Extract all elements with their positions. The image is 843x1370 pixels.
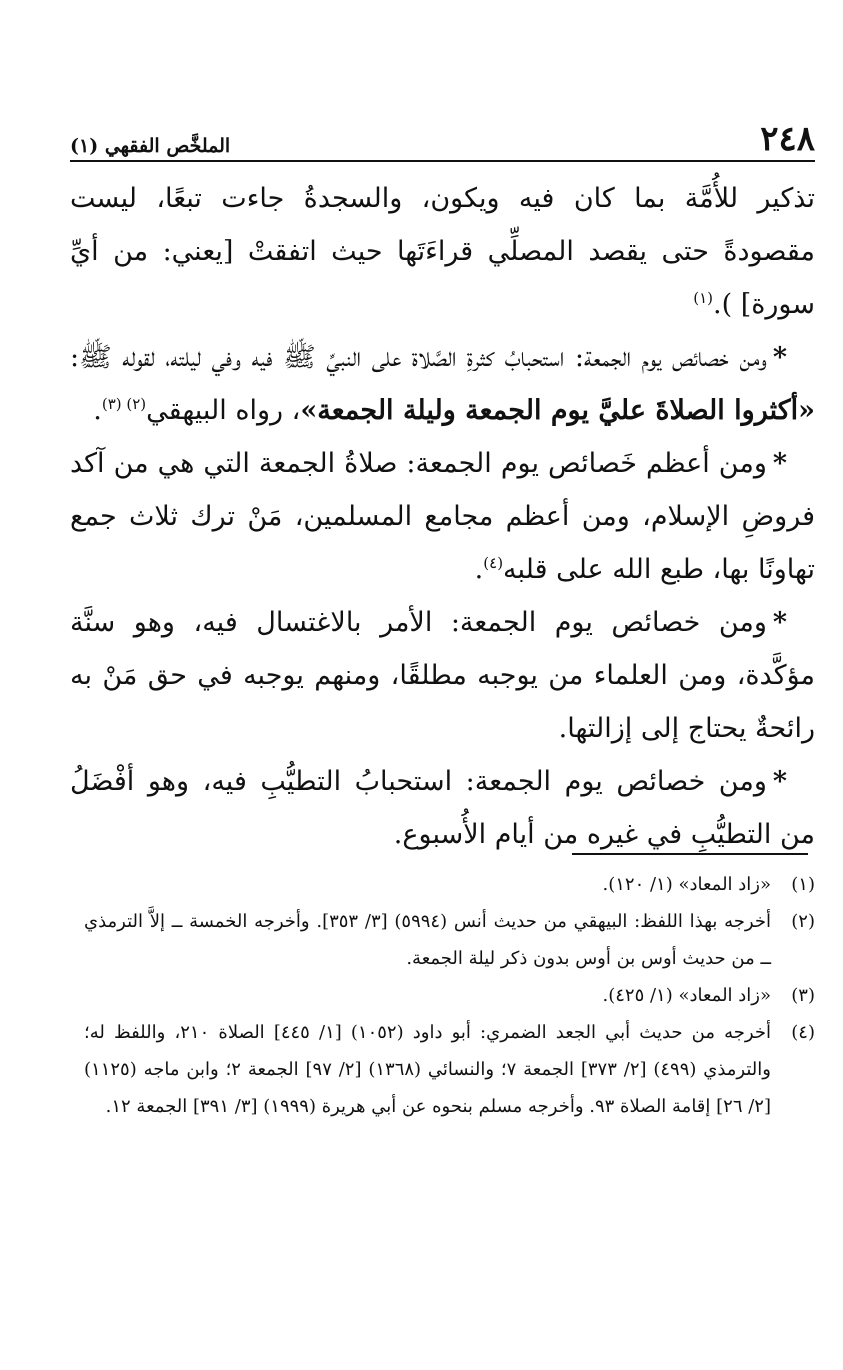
footnote-ref-1: (١) [693,289,713,307]
star-bullet: * [772,607,787,638]
footnote-ref-2-3: (٢) (٣) [101,395,147,413]
footnotes [84,866,815,1125]
star-bullet: * [772,342,787,373]
footnote-text: أخرجه من حديث أبي الجعد الضمري: أبو داود (١٠٥٢) [١/ ٤٤٥] الصلاة ٢١٠، واللفظ له؛ والترمذي (٤٩٩) [٢/ ٣٧٣] الجمعة ٧؛ والنسائي (١٣٦٨) [٢/ ٩٧] الجمعة ٢؛ وابن ماجه (١١٢٥) [٢/ ٢٦] إقامة الصلاة ٩٣. وأخرجه مسلم بنحوه عن أبي هريرة (١٩٩٩) [٣/ ٣٩١] الجمعة ١٢. [84,1022,771,1117]
paragraph-5-text: ومن خصائص يوم الجمعة: استحبابُ التطيُّبِ فيه، وهو أفْضَلُ من التطيُّبِ في غيره من أيام الأُسبوع. [70,766,815,850]
paragraph-4 [70,596,815,755]
footnote-number: (٢) [791,911,815,932]
paragraph-2-end: . [93,395,102,426]
paragraph-1-text: تذكير للأُمَّة بما كان فيه ويكون، والسجدةُ جاءت تبعًا، ليست مقصودةً حتى يقصد المصلِّي قراءَتَها حيث اتفقتْ [يعني: من أيِّ سورة] ). [70,183,815,320]
paragraph-2-source: ، رواه البيهقي [146,395,301,426]
footnote-number: (١) [791,874,815,895]
paragraph-3-end: . [474,554,484,585]
page-number: ٢٤٨ [760,119,815,159]
footnote-divider [572,853,808,855]
paragraph-3 [70,437,815,596]
paragraph-5 [70,755,815,861]
star-bullet: * [772,448,787,479]
paragraph-3-text: ومن أعظم خَصائص يوم الجمعة: صلاةُ الجمعة التي هي من آكد فروضِ الإسلام، ومن أعظم مجامع المسلمين، مَنْ ترك ثلاث جمع تهاونًا بها، طبع الله على قلبه [70,448,815,585]
footnote-number: (٣) [791,985,815,1006]
footnote-3 [84,977,815,1014]
hadith-quote: «أكثروا الصلاةَ عليَّ يوم الجمعة وليلة الجمعة» [300,395,815,426]
running-title: الملخَّص الفقهي (١) [70,135,231,157]
footnote-number: (٤) [791,1022,815,1043]
footnote-2 [84,903,815,977]
paragraph-2 [70,331,815,437]
footnote-text: «زاد المعاد» (١/ ٤٢٥). [602,985,771,1006]
footnote-ref-4: (٤) [483,554,504,572]
paragraph-1 [70,172,815,331]
paragraph-2-text: ومن خصائص يوم الجمعة: استحبابُ كثرةِ الصَّلاة على النبيِّ ﷺ فيه وفي ليلته، لقوله ﷺ: [70,342,767,373]
main-text [70,172,815,861]
footnote-text: أخرجه بهذا اللفظ: البيهقي من حديث أنس (٥٩٩٤) [٣/ ٣٥٣]. وأخرجه الخمسة ــ إلاَّ الترمذي ــ من حديث أوس بن أوس بدون ذكر ليلة الجمعة. [84,911,771,969]
footnote-1 [84,866,815,903]
footnote-4 [84,1014,815,1125]
footnote-text: «زاد المعاد» (١/ ١٢٠). [602,874,771,895]
star-bullet: * [772,766,787,797]
page-header [70,118,815,162]
paragraph-4-text: ومن خصائص يوم الجمعة: الأمر بالاغتسال فيه، وهو سنَّة مؤكَّدة، ومن العلماء من يوجبه مطلقًا، ومنهم يوجبه في حق مَنْ به رائحةٌ يحتاج إلى إزالتها. [70,607,815,744]
